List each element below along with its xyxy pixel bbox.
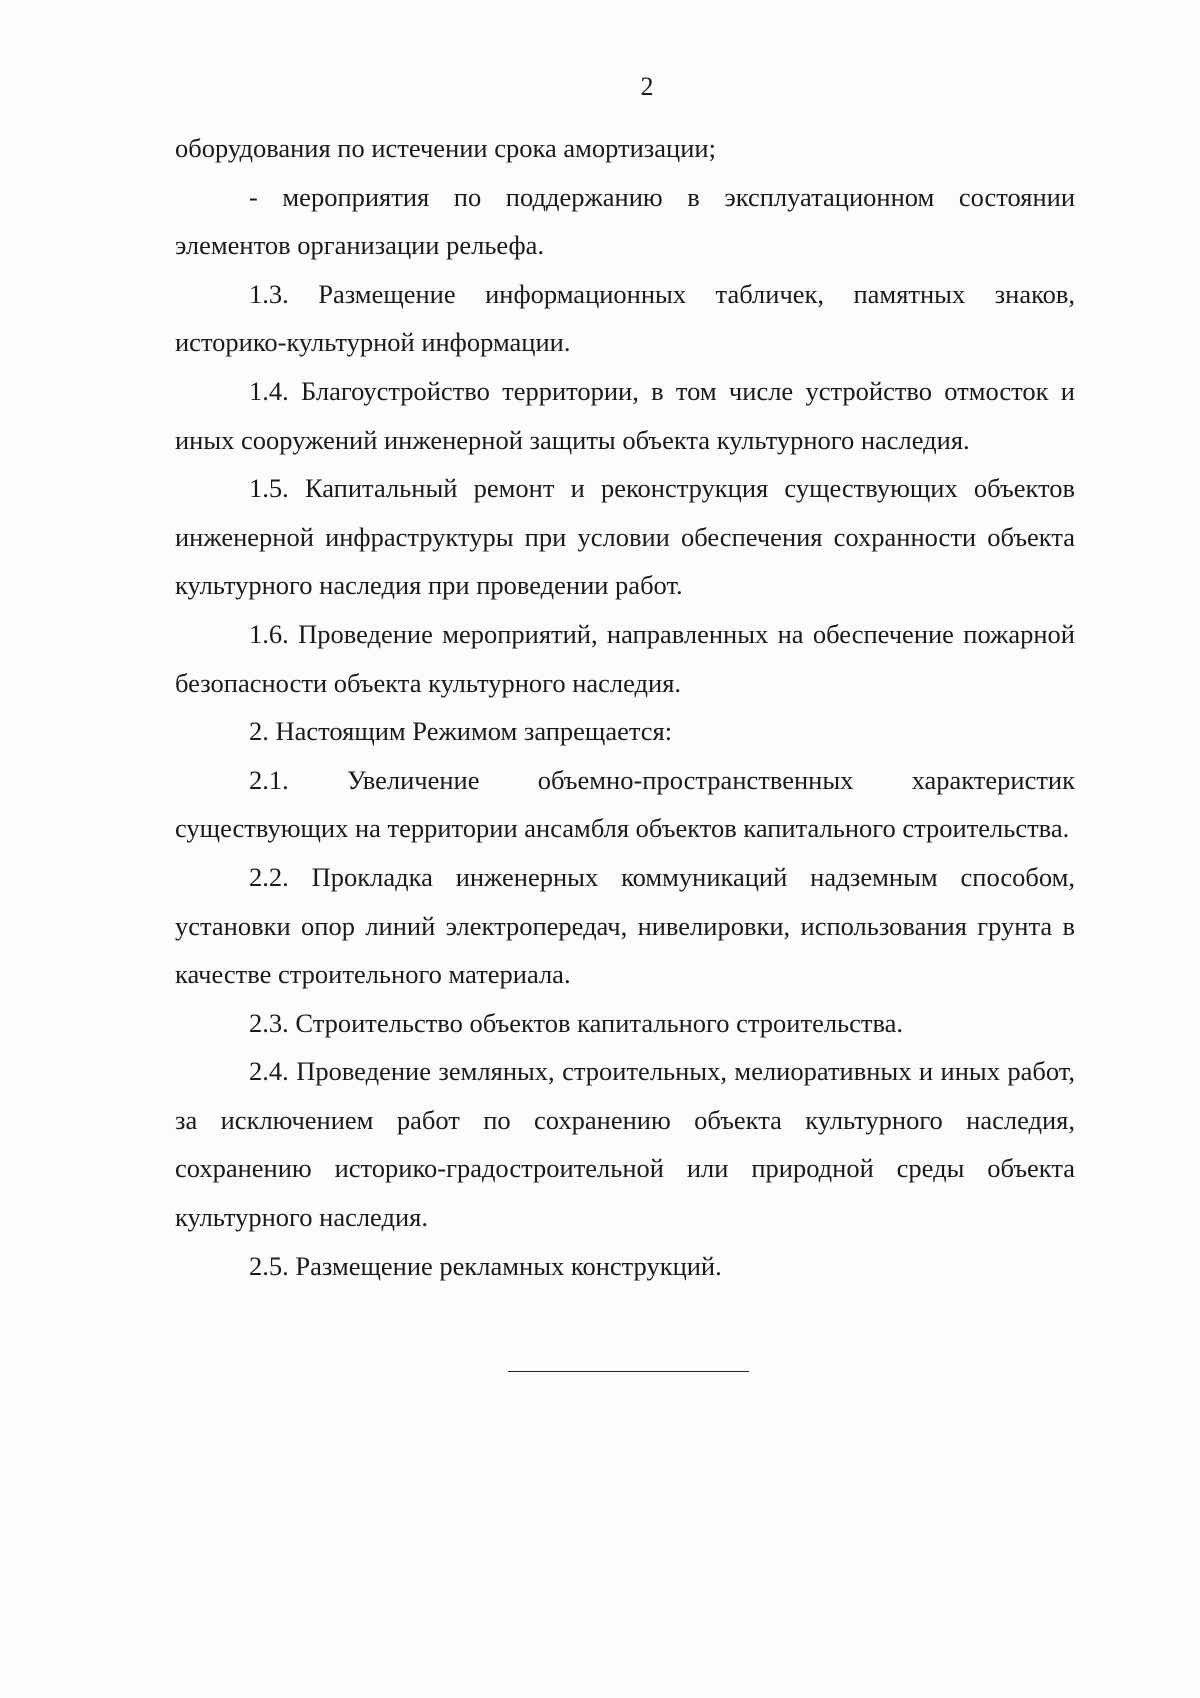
paragraph-2-1: 2.1. Увеличение объемно-пространственных характеристик существующих на территории ансамбля объектов капитального строительства. xyxy=(175,764,1075,844)
paragraph-1-4: 1.4. Благоустройство территории, в том числе устройство отмосток и иных сооружений инженерной защиты объекта культурного наследия. xyxy=(175,375,1075,455)
paragraph-continuation: оборудования по истечении срока амортизации; xyxy=(175,133,716,163)
paragraph-2-5: 2.5. Размещение рекламных конструкций. xyxy=(249,1250,722,1281)
paragraph-2: 2. Настоящим Режимом запрещается: xyxy=(249,716,673,747)
paragraph-1-5: 1.5. Капитальный ремонт и реконструкция существующих объектов инженерной инфраструктуры при условии обеспечения сохранности объекта культурного наследия при проведении работ. xyxy=(175,473,1075,601)
paragraph-1-3: 1.3. Размещение информационных табличек, памятных знаков, историко-культурной информации. xyxy=(175,278,1075,358)
paragraph-2-2: 2.2. Прокладка инженерных коммуникаций надземным способом, установки опор линий электропередач, нивелировки, использования грунта в качестве строительного материала. xyxy=(175,861,1075,990)
paragraph-1-6: 1.6. Проведение мероприятий, направленных на обеспечение пожарной безопасности объекта культурного наследия. xyxy=(175,618,1075,698)
end-rule xyxy=(508,1371,749,1372)
paragraph-2-4: 2.4. Проведение земляных, строительных, мелиоративных и иных работ, за исключением работ по сохранению объекта культурного наследия, сохранению историко-градостроительной или природной среды объекта культурного наследия. xyxy=(175,1056,1075,1233)
paragraph-list-item: - мероприятия по поддержанию в эксплуатационном состоянии элементов организации рельефа. xyxy=(175,181,1075,261)
page-number: 2 xyxy=(640,72,654,101)
paragraph-2-3: 2.3. Строительство объектов капитального строительства. xyxy=(249,1007,904,1038)
document-body xyxy=(175,124,1075,1290)
